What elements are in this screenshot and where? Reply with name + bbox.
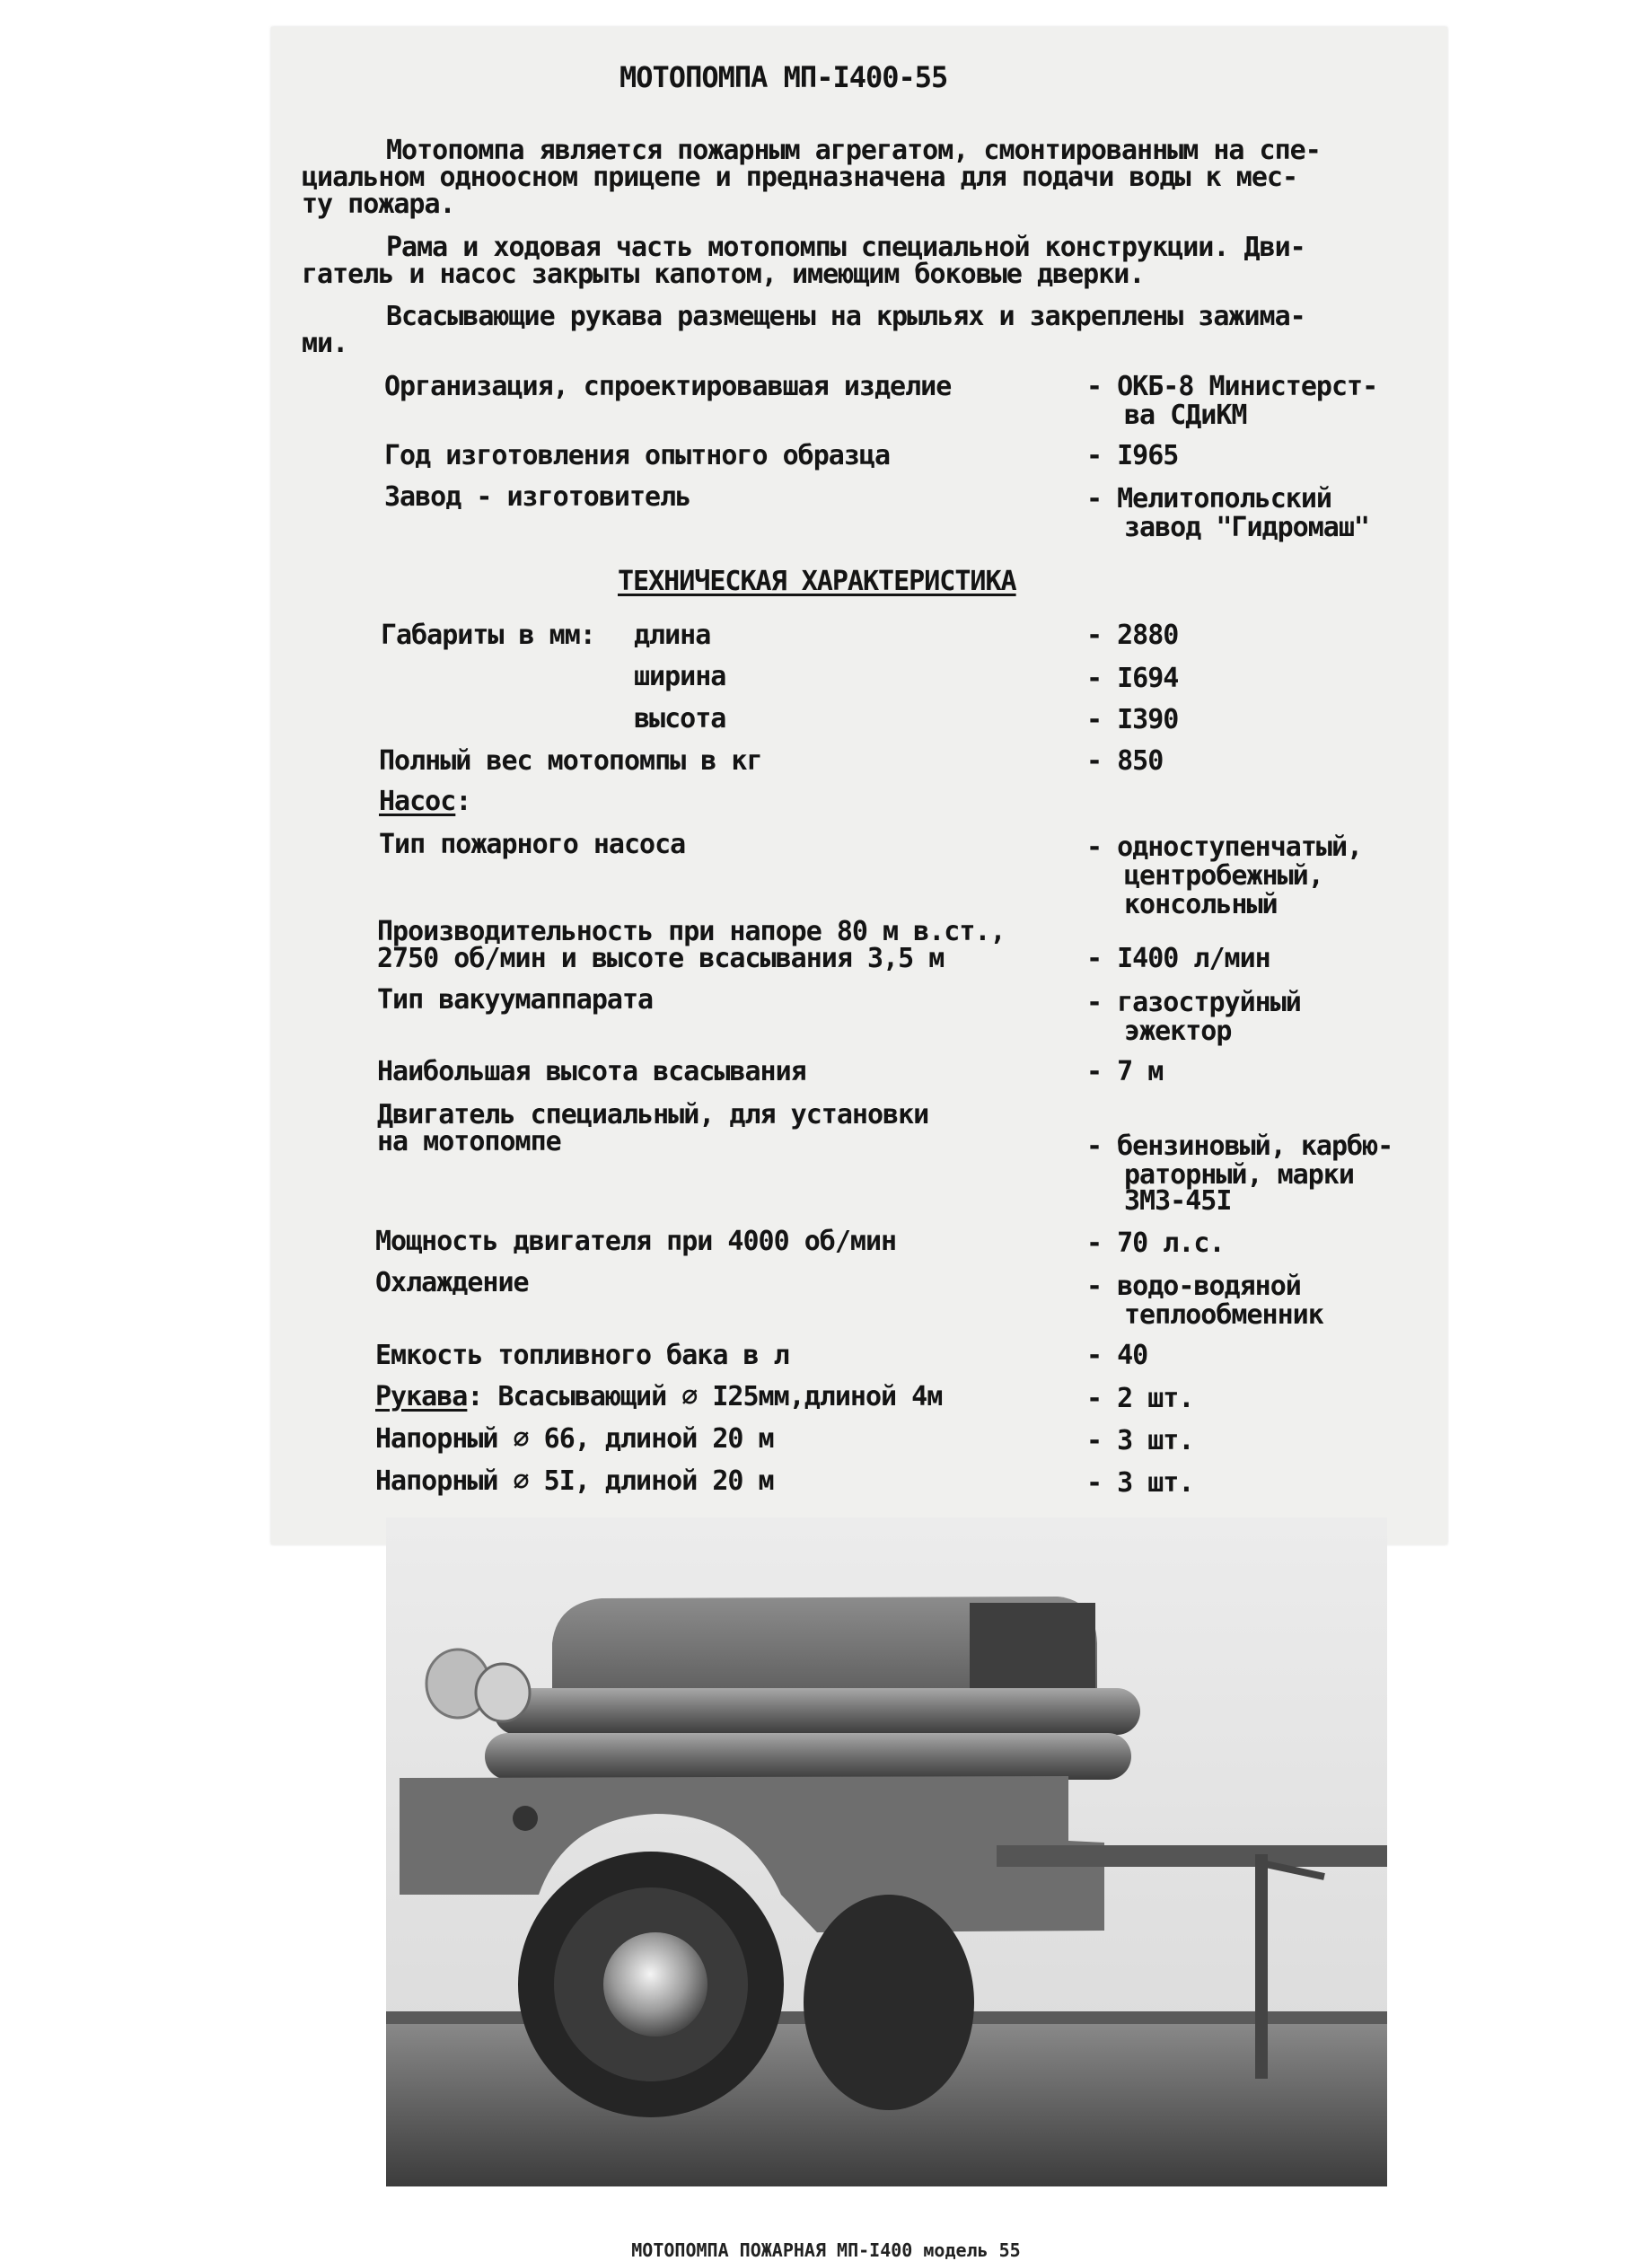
vacuum-device-value-line-1: - газоструйный bbox=[1086, 987, 1301, 1018]
engine-value-line-2: раторный, марки bbox=[1124, 1159, 1354, 1191]
dimensions-label: Габариты в мм: bbox=[381, 620, 595, 651]
performance-label-line-2: 2750 об/мин и высоте всасывания 3,5 м bbox=[377, 943, 945, 974]
pressure-hose-66-label: Напорный ∅ 66, длиной 20 м bbox=[375, 1423, 774, 1455]
hose-coupling bbox=[476, 1664, 530, 1721]
weight-label: Полный вес мотопомпы в кг bbox=[379, 745, 762, 777]
pump-type-label: Тип пожарного насоса bbox=[379, 829, 686, 860]
engine-value-line-3: ЗМЗ-45I bbox=[1124, 1185, 1232, 1217]
section-title: ТЕХНИЧЕСКАЯ ХАРАКТЕРИСТИКА bbox=[618, 566, 1016, 597]
pressure-hose-66-count: - 3 шт. bbox=[1086, 1425, 1194, 1456]
paragraph-3-line-1: Всасывающие рукава размещены на крыльях и закреплены зажима- bbox=[386, 301, 1305, 332]
power-label: Мощность двигателя при 4000 об/мин bbox=[375, 1226, 897, 1257]
height-value: - I390 bbox=[1086, 704, 1179, 735]
tail-light bbox=[513, 1806, 538, 1831]
height-label: высота bbox=[634, 703, 726, 735]
organization-label: Организация, спроектировавшая изделие bbox=[384, 371, 952, 402]
organization-value-line-2: ва СДиКМ bbox=[1124, 400, 1247, 431]
suction-height-value: - 7 м bbox=[1086, 1056, 1164, 1087]
hoses-heading: Рукава bbox=[375, 1381, 468, 1412]
paragraph-3-line-2: ми. bbox=[302, 328, 348, 359]
vacuum-device-value-line-2: эжектор bbox=[1124, 1016, 1232, 1047]
cooling-value-line-1: - водо-водяной bbox=[1086, 1271, 1301, 1302]
photo-caption: МОТОПОМПА ПОЖАРНАЯ МП-I400 модель 55 bbox=[631, 2239, 1021, 2261]
pump-heading bbox=[379, 787, 470, 816]
cooling-label: Охлаждение bbox=[375, 1267, 529, 1298]
paragraph-2-line-1: Рама и ходовая часть мотопомпы специальной конструкции. Дви- bbox=[386, 232, 1305, 263]
hub-cap bbox=[603, 1932, 707, 2037]
performance-value: - I400 л/мин bbox=[1086, 943, 1270, 974]
suction-hose-upper bbox=[494, 1688, 1140, 1735]
plant-value-line-1: - Мелитопольский bbox=[1086, 483, 1331, 515]
radiator-grille bbox=[970, 1603, 1095, 1702]
pump-type-value-line-3: консольный bbox=[1124, 889, 1278, 920]
suction-hose-spec: : Всасывающий ∅ I25мм,длиной 4м bbox=[467, 1381, 943, 1412]
length-value: - 2880 bbox=[1086, 620, 1179, 651]
hoses-line bbox=[375, 1383, 942, 1412]
power-value: - 70 л.с. bbox=[1086, 1227, 1225, 1259]
weight-value: - 850 bbox=[1086, 745, 1164, 777]
performance-label-line-1: Производительность при напоре 80 м в.ст., bbox=[377, 916, 1006, 947]
pump-type-value-line-2: центробежный, bbox=[1124, 860, 1323, 892]
pressure-hose-51-label: Напорный ∅ 5I, длиной 20 м bbox=[375, 1465, 774, 1497]
paragraph-1-line-1: Мотопомпа является пожарным агрегатом, смонтированным на спе- bbox=[386, 135, 1321, 166]
motor-pump-photo bbox=[386, 1518, 1387, 2186]
plant-value-line-2: завод "Гидромаш" bbox=[1124, 512, 1369, 543]
plant-label: Завод - изготовитель bbox=[384, 481, 691, 513]
paragraph-1-line-2: циальном одноосном прицепе и предназначена для подачи воды к мес- bbox=[302, 162, 1297, 193]
suction-hose-lower bbox=[485, 1733, 1131, 1780]
motor-pump-illustration bbox=[386, 1518, 1387, 2186]
fuel-tank-label: Емкость топливного бака в л bbox=[375, 1340, 789, 1371]
rear-wheel bbox=[804, 1895, 974, 2110]
engine-label-line-1: Двигатель специальный, для установки bbox=[377, 1099, 929, 1130]
pressure-hose-51-count: - 3 шт. bbox=[1086, 1467, 1194, 1499]
width-label: ширина bbox=[634, 661, 726, 692]
pump-heading-colon: : bbox=[455, 786, 471, 817]
engine-value-line-1: - бензиновый, карбю- bbox=[1086, 1130, 1393, 1162]
suction-height-label: Наибольшая высота всасывания bbox=[377, 1056, 806, 1087]
engine-label-line-2: на мотопомпе bbox=[377, 1126, 561, 1157]
length-label: длина bbox=[634, 620, 711, 651]
cooling-value-line-2: теплообменник bbox=[1124, 1299, 1323, 1331]
pump-type-value-line-1: - одноступенчатый, bbox=[1086, 831, 1363, 863]
year-value: - I965 bbox=[1086, 440, 1179, 471]
width-value: - I694 bbox=[1086, 663, 1179, 694]
document-title: МОТОПОМПА МП-I400-55 bbox=[620, 60, 948, 94]
fuel-tank-value: - 40 bbox=[1086, 1340, 1148, 1371]
paragraph-1-line-3: ту пожара. bbox=[302, 189, 455, 220]
vacuum-device-label: Тип вакуумаппарата bbox=[377, 984, 654, 1016]
support-leg bbox=[1255, 1854, 1268, 2079]
tow-drawbar bbox=[997, 1845, 1387, 1867]
organization-value-line-1: - ОКБ-8 Министерст- bbox=[1086, 371, 1378, 402]
paragraph-2-line-2: гатель и насос закрыты капотом, имеющим боковые дверки. bbox=[302, 259, 1145, 290]
year-label: Год изготовления опытного образца bbox=[384, 440, 891, 471]
pump-heading-text: Насос bbox=[379, 786, 456, 817]
suction-hose-count: - 2 шт. bbox=[1086, 1383, 1194, 1414]
